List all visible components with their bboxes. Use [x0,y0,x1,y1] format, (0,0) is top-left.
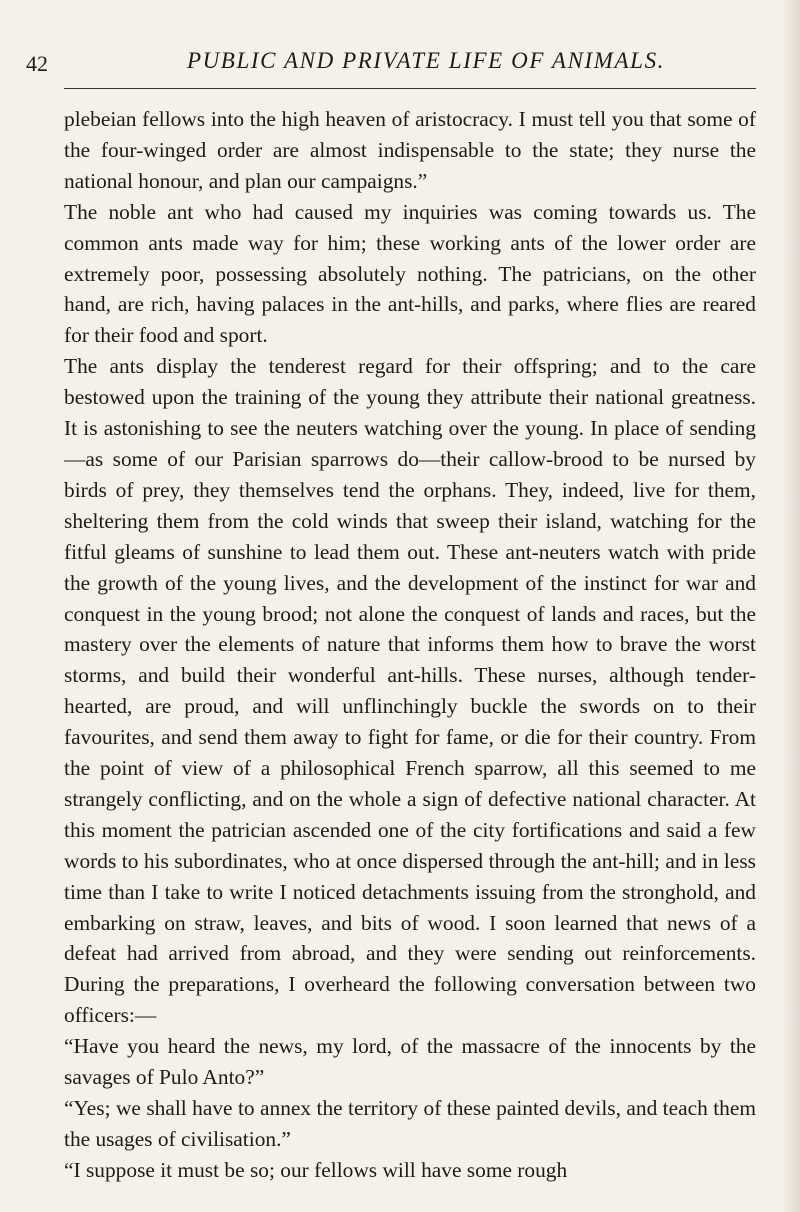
page-header [26,48,766,80]
paragraph: “Have you heard the news, my lord, of the massacre of the innocents by the savages of Pulo Anto?” [64,1034,756,1090]
body-text [64,104,756,1186]
paragraph: The ants display the tenderest regard for their offspring; and to the care bestowed upon the training of the young they attribute their national greatness. It is astonishing to see the neuters watching over the young. In place of sending—as some of our Parisian sparrows do—their callow-brood to be nursed by birds of prey, they themselves tend the orphans. They, indeed, live for them, sheltering them from the cold winds that sweep their island, watching for the fitful gleams of sunshine to lead them out. These ant-neuters watch with pride the growth of the young lives, and the development of the instinct for war and conquest in the young brood; not alone the conquest of lands and races, but the mastery over the elements of nature that informs them how to brave the worst storms, and build their wonderful ant-hills. These nurses, although tender-hearted, are proud, and will unflinchingly buckle the swords on to their favourites, and send them away to fight for fame, or die for their country. From the point of view of a philosophical French sparrow, all this seemed to me strangely conflicting, and on the whole a sign of defective national character. At this moment the patrician ascended one of the city fortifications and said a few words to his subordinates, who at once dispersed through the ant-hill; and in less time than I take to write I noticed detachments issuing from the stronghold, and embarking on straw, leaves, and bits of wood. I soon learned that news of a defeat had arrived from abroad, and they were sending out reinforcements. During the preparations, I overheard the following conversation between two officers:— [64,354,756,1028]
page-number: 42 [26,51,48,76]
paragraph: plebeian fellows into the high heaven of aristocracy. I must tell you that some of the four-winged order are almost indispensable to the state; they nurse the national honour, and plan our campaigns.” [64,107,756,193]
paragraph: “I suppose it must be so; our fellows will have some rough [64,1157,568,1182]
page-edge-shadow [782,0,800,1212]
header-rule [64,88,756,89]
paragraph: The noble ant who had caused my inquiries was coming towards us. The common ants made way for him; these working ants of the lower order are extremely poor, possessing absolutely nothing. The patricians, on the other hand, are rich, having palaces in the ant-hills, and parks, where flies are reared for their food and sport. [64,199,756,348]
running-title: PUBLIC AND PRIVATE LIFE OF ANIMALS. [186,48,666,73]
paragraph: “Yes; we shall have to annex the territory of these painted devils, and teach them the usages of civilisation.” [64,1096,756,1151]
